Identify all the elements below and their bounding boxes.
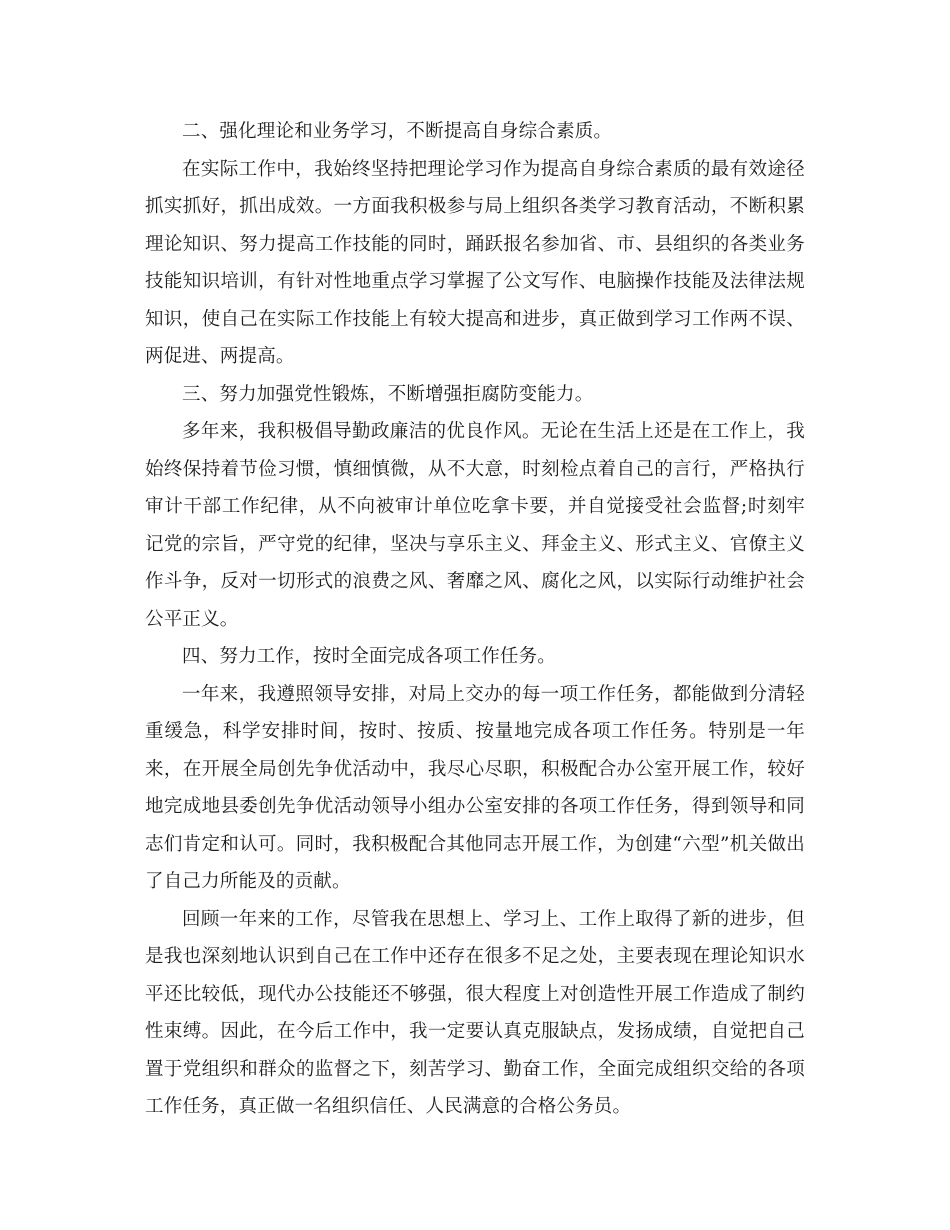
paragraph-party-discipline: 多年来，我积极倡导勤政廉洁的优良作风。无论在生活上还是在工作上，我始终保持着节俭习惯，慎细慎微，从不大意，时刻检点着自己的言行，严格执行审计干部工作纪律，从不向被审计单位吃拿卡要，并自觉接受社会监督;时刻牢记党的宗旨，严守党的纪律，坚决与享乐主义、拜金主义、形式主义、官僚主义作斗争，反对一切形式的浪费之风、奢靡之风、腐化之风，以实际行动维护社会公平正义。 xyxy=(145,421,805,630)
document-body xyxy=(145,113,805,1126)
paragraph-review: 回顾一年来的工作，尽管我在思想上、学习上、工作上取得了新的进步，但是我也深刻地认识到自己在工作中还存在很多不足之处，主要表现在理论知识水平还比较低，现代办公技能还不够强，很大程度上对创造性开展工作造成了制约性束缚。因此，在今后工作中，我一定要认真克服缺点，发扬成绩，自觉把自己置于党组织和群众的监督之下，刻苦学习、勤奋工作，全面完成组织交给的各项工作任务，真正做一名组织信任、人民满意的合格公务员。 xyxy=(145,908,805,1117)
section-heading-work-tasks: 四、努力工作，按时全面完成各项工作任务。 xyxy=(182,646,557,667)
section-heading-study: 二、强化理论和业务学习，不断提高自身综合素质。 xyxy=(182,121,613,142)
paragraph-study: 在实际工作中，我始终坚持把理论学习作为提高自身综合素质的最有效途径抓实抓好，抓出成效。一方面我积极参与局上组织各类学习教育活动，不断积累理论知识、努力提高工作技能的同时，踊跃报名参加省、市、县组织的各类业务技能知识培训，有针对性地重点学习掌握了公文写作、电脑操作技能及法律法规知识，使自己在实际工作技能上有较大提高和进步，真正做到学习工作两不误、两促进、两提高。 xyxy=(145,158,805,367)
paragraph-work-tasks: 一年来，我遵照领导安排，对局上交办的每一项工作任务，都能做到分清轻重缓急，科学安排时间，按时、按质、按量地完成各项工作任务。特别是一年来，在开展全局创先争优活动中，我尽心尽职，积极配合办公室开展工作，较好地完成地县委创先争优活动领导小组办公室安排的各项工作任务，得到领导和同志们肯定和认可。同时，我积极配合其他同志开展工作，为创建“六型”机关做出了自己力所能及的贡献。 xyxy=(145,683,805,892)
section-heading-party-discipline: 三、努力加强党性锻炼，不断增强拒腐防变能力。 xyxy=(182,383,594,405)
